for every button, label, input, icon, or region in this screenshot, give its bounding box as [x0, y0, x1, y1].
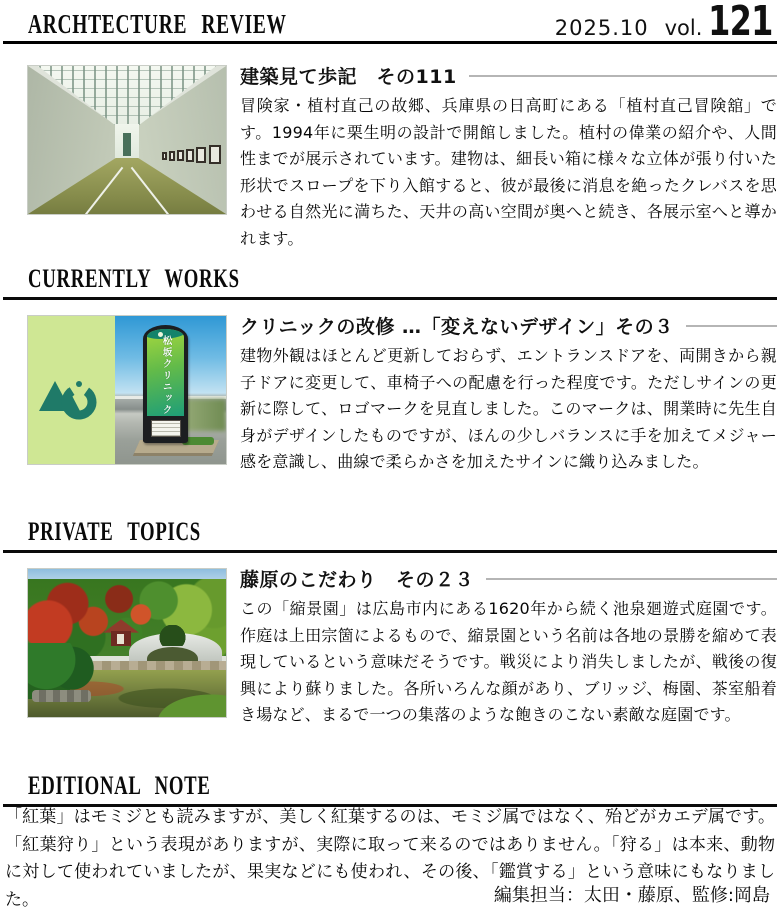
picture-frame	[209, 145, 221, 164]
section-label-text: EDITIONAL NOTE	[28, 771, 211, 800]
sign-info-panel	[151, 420, 181, 438]
section-label-editorial-note	[3, 771, 777, 807]
picture-frame	[162, 152, 167, 160]
section-label-currently-works	[3, 264, 777, 300]
heading-rule	[686, 325, 777, 327]
article-body: 建物外観はほとんど更新しておらず、エントランスドアを、両開きから親子ドアに変更して、車椅子への配慮を行った程度です。ただしサインの更新に際して、ロゴマークを見直しました。このマークは、開業時に先生自身がデザインしたものですが、ほんの少しバランスに手を加えてメジャー感を意識し、曲線で柔らかさを加えたサインに織り込みました。	[240, 346, 777, 471]
section-label-private-topics	[3, 517, 777, 553]
section-label-text: PRIVATE TOPICS	[28, 517, 201, 546]
clinic-sign-text: 松坂クリニック	[160, 335, 172, 417]
heading-rule	[486, 578, 777, 580]
picture-frame	[177, 150, 184, 161]
garden-photo	[27, 568, 227, 718]
masthead-title: ARCHTECTURE REVIEW	[28, 9, 287, 39]
article-heading: クリニックの改修 …「変えないデザイン」その３	[240, 316, 674, 338]
mossy-bank	[149, 690, 227, 718]
picture-frame	[196, 147, 206, 163]
heading-rule	[469, 75, 777, 77]
clinic-logo-icon	[37, 371, 99, 421]
picture-frame	[169, 151, 175, 161]
corridor-doorway	[123, 133, 130, 157]
pavilion-door	[117, 634, 124, 644]
corridor-photo	[27, 65, 227, 215]
section-label-text: CURRENTLY WORKS	[28, 264, 240, 293]
issue-date: 2025.10	[554, 16, 649, 40]
editorial-credit: 編集担当：太田・藤原、監修:岡島	[493, 885, 770, 906]
article-heading: 建築見て歩記 その111	[240, 66, 457, 88]
volume-number: 121	[708, 0, 773, 45]
clinic-sign-panel	[147, 329, 183, 416]
bridge-bush	[155, 625, 191, 646]
article-body: この「縮景園」は広島市内にある1620年から続く池泉廻遊式庭園です。作庭は上田宗箇によるもので、縮景園という名前は各地の景勝を縮めて表現しているという意味だそうです。戦災により消失しましたが、戦後の復興により蘇りました。各所いろんな顔があり、ブリッジ、梅園、茶室船着き場など、まるで一つの集落のような飽きのこない素敵な庭園です。	[240, 599, 777, 724]
article-body: 冒険家・植村直己の故郷、兵庫県の日高町にある「植村直己冒険舘」です。1994年に栗生明の設計で開館しました。植村の偉業の紹介や、人間性までが展示されています。建物は、細長い箱に様々な立体が張り付いた形状でスロープを下り入館すると、彼が最後に消息を絶ったクレバスを思わせる自然光に満ちた、天井の高い空間が奥へと続き、各展示室へと導かれます。	[240, 96, 777, 248]
article-clinic	[240, 312, 777, 476]
clinic-photo	[27, 315, 227, 465]
article-garden	[240, 565, 777, 729]
editorial-body: 「紅葉」はモミジとも読みますが、美しく紅葉するのは、モミジ属ではなく、殆どがカエデ属です。「紅葉狩り」という表現がありますが、実際に取って来るのではありません。「狩る」は本来、動物に対して使われていましたが、果実などにも使われ、その後、「鑑賞する」という意味にもなりました。	[5, 807, 775, 910]
island-rocks	[32, 690, 91, 702]
clinic-sign-pillar	[143, 325, 189, 443]
picture-frame	[186, 149, 194, 162]
masthead	[3, 0, 777, 44]
article-heading: 藤原のこだわり その２３	[240, 569, 475, 591]
issue-info	[554, 0, 773, 45]
volume-label: vol.	[664, 16, 703, 40]
article-architecture	[240, 62, 777, 252]
